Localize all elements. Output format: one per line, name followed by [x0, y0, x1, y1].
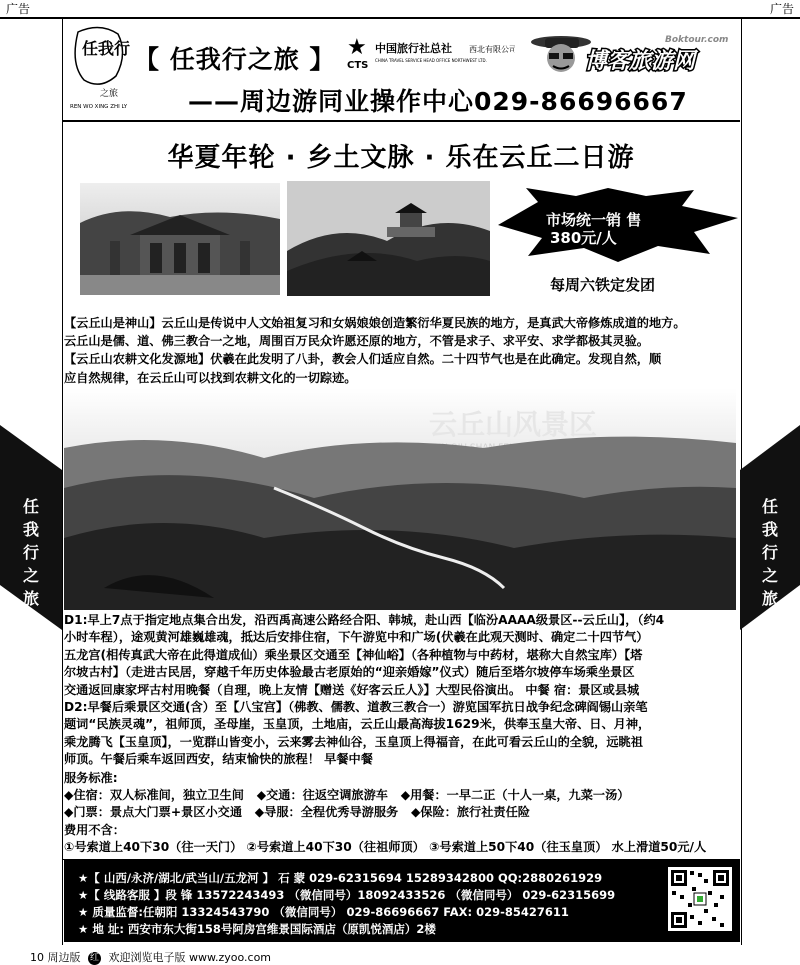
- departure-schedule: 每周六铁定发团: [550, 276, 656, 294]
- page-number: 10 周边版: [30, 951, 81, 964]
- contact-line: ★ 质量监督:任朝阳 13324543790 （微信同号） 029-86696667 FAX: 029-85427611: [78, 905, 569, 919]
- itinerary-line: 交通返回康家坪古村用晚餐（自理，晚上友情【赠送《好客云丘人》】大型民俗演出。 中餐 宿：景区或县城: [64, 682, 640, 697]
- service-row: [64, 804, 736, 821]
- contact-line: ★【 山西/永济/湖北/武当山/五龙河 】 石 蒙 029-62315694 15289342800 QQ:2880261929: [78, 871, 603, 885]
- logo-mark: 任我行: [82, 39, 130, 58]
- blog-url: Boktour.com: [665, 35, 729, 45]
- pavilion-photo: [287, 181, 490, 296]
- service-item-meals: ◆用餐：一早二正（十人一桌，九菜一汤）: [400, 788, 630, 803]
- intro-line: 【云丘山农耕文化发源地】伏羲在此发明了八卦，教会人们适应自然。二十四节气也是在此确定。发现自然，顺: [64, 352, 662, 367]
- service-standards: [64, 770, 736, 856]
- itinerary-line: 题词“民族灵魂”，祖师顶，圣母崖，玉皇顶，土地庙，云丘山最高海拔1629米，供奉玉皇大帝、日、月神，: [64, 717, 651, 732]
- brand-title: 【 任我行之旅 】: [134, 45, 336, 74]
- service-item-tickets: ◆门票：景点大门票+景区小交通: [64, 805, 243, 820]
- ribbon-char: 任: [761, 497, 778, 516]
- service-heading: 服务标准:: [64, 771, 118, 785]
- temple-photo: [80, 183, 280, 295]
- side-ribbon-left: [0, 425, 62, 630]
- excluded-heading: 费用不含：: [64, 822, 125, 837]
- intro-line: 应自然规律，在云丘山可以找到农耕文化的一切踪迹。: [64, 370, 357, 385]
- price-label: 市场统一销 售: [546, 211, 642, 229]
- agency-logo: [70, 24, 130, 112]
- itinerary-line: D1:早上7点于指定地点集合出发，沿西禹高速公路经合阳、韩城，赴山西【临汾AAAA级景区--云丘山】，（约4: [64, 613, 665, 627]
- intro-line: 【云丘山是神山】云丘山是传说中人文始祖复习和女娲娘娘创造繁衍华夏民族的地方，是真武大帝修炼成道的地方。: [64, 316, 686, 330]
- itinerary-line: D2:早餐后乘景区交通(含）至【八宝宫】（佛教、儒教、道教三教合一）游览国军抗日战争纪念碑阎锡山亲笔: [64, 700, 648, 715]
- ribbon-char: 旅: [761, 589, 778, 608]
- footer-badge: 红: [89, 952, 99, 963]
- service-row: [64, 787, 736, 804]
- service-item-insurance: ◆保险：旅行社责任险: [410, 805, 530, 820]
- contact-line: ★ 地 址: 西安市东大街158号阿房宫维景国际酒店（原凯悦酒店）2楼: [78, 922, 436, 936]
- logo-suffix: 之旅: [100, 89, 119, 99]
- qr-code: [668, 867, 732, 931]
- service-item-transport: ◆交通：往返空调旅游车: [256, 788, 388, 803]
- ad-label-right: 广告: [764, 0, 800, 18]
- ribbon-char: 我: [22, 520, 39, 539]
- intro-line: 云丘山是儒、道、佛三教合一之地，周围百万民众许愿还原的地方，不管是求子、求平安、求学都极其灵验。: [64, 334, 649, 349]
- itinerary-line: 乘龙腾飞【玉皇顶】，一览群山皆变小，云来雾去神仙谷，玉皇顶上得福音，在此可看云丘山的全貌，远眺祖: [64, 734, 643, 749]
- mountain-landscape-photo: [64, 388, 736, 610]
- star-icon: ★: [347, 35, 367, 60]
- header-rule: [62, 120, 740, 122]
- cts-logo: [345, 34, 515, 74]
- ribbon-char: 我: [761, 520, 778, 539]
- cts-abbr: CTS: [347, 60, 369, 71]
- itinerary-line: 师顶。午餐后乘车返回西安，结束愉快的旅程！ 早餐中餐: [64, 752, 373, 767]
- cts-branch: 西北有限公司: [469, 45, 515, 54]
- cts-english-name: CHINA TRAVEL SERVICE HEAD OFFICE NORTHWEST LTD.: [375, 58, 487, 63]
- price-value: 380元/人: [550, 229, 617, 247]
- price-badge: [498, 188, 738, 262]
- blog-name: 博客旅游网: [585, 49, 696, 74]
- page-footer: [30, 949, 271, 965]
- ad-label-left: 广告: [0, 0, 36, 18]
- footer-text: 欢迎浏览电子版 www.zyoo.com: [108, 951, 272, 964]
- tour-title: 华夏年轮 · 乡土文脉 · 乐在云丘二日游: [167, 143, 635, 173]
- ribbon-char: 行: [22, 543, 39, 562]
- service-item-lodging: ◆住宿：双人标准间，独立卫生间: [64, 788, 244, 803]
- itinerary-line: 小时车程），途观黄河雄巍雄魂，抵达后安排住宿，下午游览中和广场(伏羲在此观天测时、确定二十四节气）: [64, 630, 649, 645]
- itinerary-line: 五龙宫(相传真武大帝在此得道成仙）乘坐景区交通至【神仙峪】（各种植物与中药材，堪称大自然宝库）【塔: [64, 647, 643, 662]
- itinerary: [64, 612, 736, 769]
- ribbon-char: 之: [761, 566, 778, 585]
- ribbon-char: 任: [22, 497, 39, 516]
- ribbon-char: 之: [22, 566, 39, 585]
- service-item-guide: ◆导服：全程优秀导游服务: [254, 805, 399, 820]
- watermark-cn: 云丘山风景区: [429, 408, 598, 441]
- hotline: ——周边游同业操作中心029-86696667: [188, 87, 688, 116]
- itinerary-line: 尔坡古村】（走进古民居，穿越千年历史体验最古老原始的“迎亲婚嫁”仪式）随后至塔尔坡停车场乘坐景区: [64, 665, 635, 680]
- contact-block: [64, 860, 740, 942]
- contact-line: ★【 线路客服 】段 锋 13572243493 （微信同号）18092433526 （微信同号） 029-62315699: [78, 888, 616, 902]
- side-ribbon-right: [740, 425, 800, 630]
- ribbon-char: 旅: [22, 589, 39, 608]
- ribbon-char: 行: [761, 543, 778, 562]
- logo-pinyin: REN WO XING ZHI LY: [70, 104, 128, 110]
- excluded-items: ①号索道上40下30（往一天门） ②号索道上40下30（往祖师顶） ③号索道上50下40（往玉皇顶） 水上滑道50元/人: [64, 839, 707, 854]
- cts-name: 中国旅行社总社: [375, 42, 452, 55]
- blog-logo: [525, 28, 730, 80]
